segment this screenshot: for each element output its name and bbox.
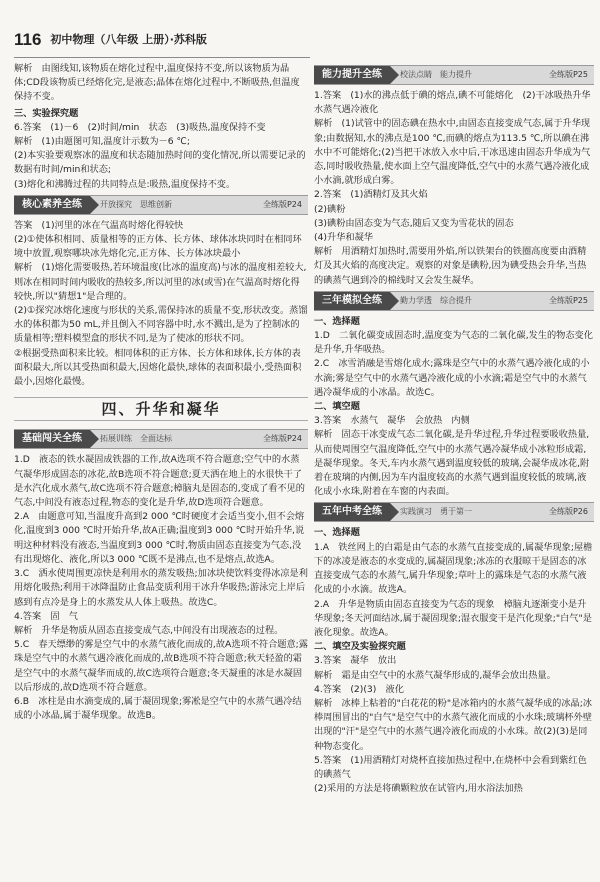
text-line: (2)本实验要观察冰的温度和状态随加热时间的变化情况,所以需要记录的数据有时间/min和状态;	[14, 150, 306, 176]
text-line: 4.答案 (2)(3) 液化	[314, 683, 404, 695]
section-title: 一、选择题	[314, 527, 360, 539]
text-line: (4)升华和凝华	[314, 232, 373, 244]
banner-ref: 全练版P26	[548, 507, 588, 517]
banner-tag: 能力提升全练	[314, 66, 390, 84]
text-line: 解析 用酒精灯加热时,需要用外焰,所以铁架台的铁圈高度要由酒精灯及其火焰的高度决定。观察的对象是碘粉,因为碘受热会升华,当热的碘蒸气遇到冷的棉线时又会发生凝华。	[314, 246, 587, 286]
text-line: (2)①使体积相同、质量相等的正方体、长方体、球体冰块同时在相同环境中放置,观察哪块冰先熔化完,正方体、长方体冰块最小	[14, 234, 302, 260]
banner-ref: 全练版P24	[262, 199, 302, 209]
banner-core-literacy	[14, 195, 308, 215]
banner-mock	[314, 291, 594, 311]
text-line: 3.答案 凝华 放出	[314, 655, 397, 667]
banner-subtitle: 拓展训练 全面达标	[100, 434, 172, 444]
text-line: (3)熔化和沸腾过程的共同特点是:吸热,温度保持不变。	[14, 178, 236, 190]
text-line: 2.答案 (1)酒精灯及其火焰	[314, 189, 428, 201]
banner-ability	[314, 65, 594, 85]
text-line: 解析 由图线知,该物质在熔化过程中,温度保持不变,所以该物质为晶体;CD段该物质已经熔化完,是液态;晶体在熔化过程中,不断吸热,但温度保持不变。	[14, 63, 300, 103]
text-line: 3.C 洒水使周围更凉快是利用水的蒸发吸热;加冰块使饮料变得冰凉是利用熔化吸热;利用干冰降温防止食品变质利用干冰升华吸热;游泳完上岸后感到有点冷是身上的水蒸发从人体上吸热。故选C。	[14, 568, 308, 608]
page-number: 116	[14, 30, 42, 49]
page-header	[14, 30, 304, 57]
banner-subtitle: 实践演习 勇于第一	[400, 507, 472, 517]
text-line: (3)碘粉由固态变为气态,随后又变为雪花状的固态	[314, 217, 514, 229]
text-line: 解析 (1)试管中的固态碘在热水中,由固态直接变成气态,属于升华现象;由数据知,水的沸点是100 ℃,而碘的熔点为113.5 ℃,所以碘在沸水中不可能熔化;(2)当把干冰放入水中后,干冰迅速由固态升华成为气态,同时吸收热量,使水面上空气温度降低,空气中的水蒸气遇冷液化成小水滴,就形成白雾。	[314, 118, 591, 187]
text-line: (2)①探究冰熔化速度与形状的关系,需保持冰的质量不变,形状改变。蒸馏水的体积都为50 mL,并且倒入不同容器中时,水不溅出,是为了控制冰的质量相等;塑料模型盒的形状不同,是为了使冰的形状不同。	[14, 305, 308, 345]
text-line: ②根据受热面积来比较。相同体积的正方体、长方体和球体,长方体的表面积最大,所以其受热面积最大,因熔化最快,球体的表面积最小,受热面积最小,因熔化最慢。	[14, 347, 302, 388]
banner-subtitle: 校法点睛 能力提升	[400, 70, 472, 79]
text-line: 6.B 冰柱是由水滴变成的,属于凝固现象;雾凇是空气中的水蒸气遇冷结成的小冰晶,属于凝华现象。故选B。	[14, 695, 302, 722]
section-title: 二、填空题	[314, 401, 360, 413]
book-title: 初中物理（八年级 上册）·苏科版	[50, 33, 207, 46]
text-line: 4.答案 固 气	[14, 610, 78, 622]
text-line: 解析 霜是由空气中的水蒸气凝华形成的,凝华会放出热量。	[314, 669, 556, 681]
text-line: 答案 (1)河里的冰在气温高时熔化得较快	[14, 219, 184, 231]
text-line: 1.答案 (1)水的沸点低于碘的熔点,碘不可能熔化 (2)干冰吸热升华 水蒸气遇冷液化	[314, 90, 600, 116]
banner-ref: 全练版P24	[262, 434, 302, 444]
chapter-title: 四、升华和凝华	[14, 397, 308, 421]
text-line: 2.A 由题意可知,当温度升高到2 000 ℃时硬度才会适当变小,但不会熔化,温度到3 000 ℃时开始升华,故A正确;温度到3 000 ℃时开始升华,说明这种材料没有液态,当温度到3 000 ℃时,物质由固态直接变为气态,没有出现熔化、液化,所以3 000 ℃既不是沸点,也不是熔点,故选A。	[14, 511, 305, 565]
section-title: 二、填空及实验探究题	[314, 641, 406, 653]
text-line: 2.C 冰雪消融是雪熔化成水;露珠是空气中的水蒸气遇冷液化成的小水滴;雾是空气中的水蒸气遇冷液化成的小水滴;霜是空气中的水蒸气遇冷凝华成的小冰晶。故选C。	[314, 358, 590, 398]
text-line: 3.答案 水蒸气 凝华 会放热 内侧	[314, 415, 470, 427]
banner-tag: 核心素养全练	[14, 196, 90, 214]
banner-ref: 全练版P25	[548, 295, 588, 305]
text-line: 5.C 春天缥缈的雾是空气中的水蒸气液化而成的,故A选项不符合题意;露珠是空气中的水蒸气遇冷液化而成的,故B选项不符合题意;秋天轻盈的霜是空气中的水蒸气凝华而成的,故C选项符合题意;冬天凝重的冰是水凝固以后形成的,故D选项不符合题意。	[14, 639, 308, 693]
banner-tag: 五年中考全练	[314, 503, 390, 521]
text-line: 解析 (1)由题图可知,温度计示数为－6 ℃;	[14, 136, 190, 148]
banner-subtitle: 开放探究 思维创新	[100, 199, 172, 209]
text-line: 5.答案 (1)用酒精灯对烧杯直接加热过程中,在烧杯中会看到紫红色的碘蒸气	[314, 754, 587, 780]
text-line: 2.A 升华是物质由固态直接变为气态的现象 樟脑丸逐渐变小是升华现象;冬天河面结冰,属于凝固现象;湿衣服变干是汽化现象;"白气"是液化现象。故选A。	[314, 598, 592, 638]
right-column	[314, 62, 600, 872]
section-title: 三、实验探究题	[14, 107, 79, 119]
banner-basic	[14, 429, 308, 449]
text-line: (2)采用的方法是将碘颗粒放在试管内,用水浴法加热	[314, 783, 523, 795]
banner-tag: 三年模拟全练	[314, 292, 390, 310]
text-line: 解析 升华是物质从固态直接变成气态,中间没有出现液态的过程。	[14, 624, 284, 636]
text-line: 解析 固态干冰变成气态二氧化碳,是升华过程,升华过程要吸收热量,从而使周围空气温度降低,空气中的水蒸气遇冷凝华成小冰粒形成霜,是凝华现象。冬天,车内水蒸气遇到温度较低的玻璃,会凝华成冰花,附着在玻璃的内侧,因为车内温度较高的水蒸气遇到温度较低的玻璃,液化成小水珠,附着在车窗的内表面。	[314, 429, 590, 498]
left-column	[14, 62, 308, 872]
text-line: 1.D 二氧化碳变成固态时,温度变为气态的二氧化碳,发生的物态变化是升华,升华吸热。	[314, 330, 593, 356]
text-line: 1.A 铁丝网上的白霜是由气态的水蒸气直接变成的,属凝华现象;屋檐下的冰凌是液态的水变成的,属凝固现象;冰冻的衣服晾干是固态的冰直接变成气态的水蒸气,属升华现象;草叶上的露珠是气态的水蒸气液化成的小水滴。故选A。	[314, 541, 593, 596]
header-rule	[14, 57, 310, 58]
text-line: 解析 冰棒上粘着的"白花花的粉"是冰箱内的水蒸气凝华成的冰晶;冰棒周围冒出的"白气"是空气中的水蒸气液化而成的小水珠;玻璃杯外壁出现的"汗"是空气中的水蒸气遇冷液化而成的小水珠。故(2)(3)是同种物态变化。	[314, 697, 592, 752]
banner-tag: 基础闯关全练	[14, 430, 90, 448]
text-line: 6.答案 (1)－6 (2)时间/min 状态 (3)吸热,温度保持不变	[14, 121, 266, 133]
banner-ref: 全练版P25	[548, 70, 588, 79]
banner-subtitle: 勤力学透 综合提升	[400, 295, 472, 305]
text-line: 解析 (1)熔化需要吸热,若环境温度(比冰的温度高)与冰的温度相差较大,则冰在相同时间内吸收的热较多,所以河里的冰(或雪)在气温高时熔化得较快,所以"猜想1"是合理的。	[14, 262, 307, 302]
text-line: (2)碘粉	[314, 203, 346, 215]
text-line: 1.D 液态的铁水凝固成铁器的工作,故A选项不符合题意;空气中的水蒸气凝华形成固态的冰花,故B选项不符合题意;夏天洒在地上的水很快干了是水汽化成水蒸气,故C选项不符合题意;樟脑丸是固态的,变成了看不见的气态,中间没有液态过程,物态的变化是升华,故D选项符合题意。	[14, 454, 305, 509]
banner-exam	[314, 502, 594, 522]
section-title: 一、选择题	[314, 315, 360, 327]
